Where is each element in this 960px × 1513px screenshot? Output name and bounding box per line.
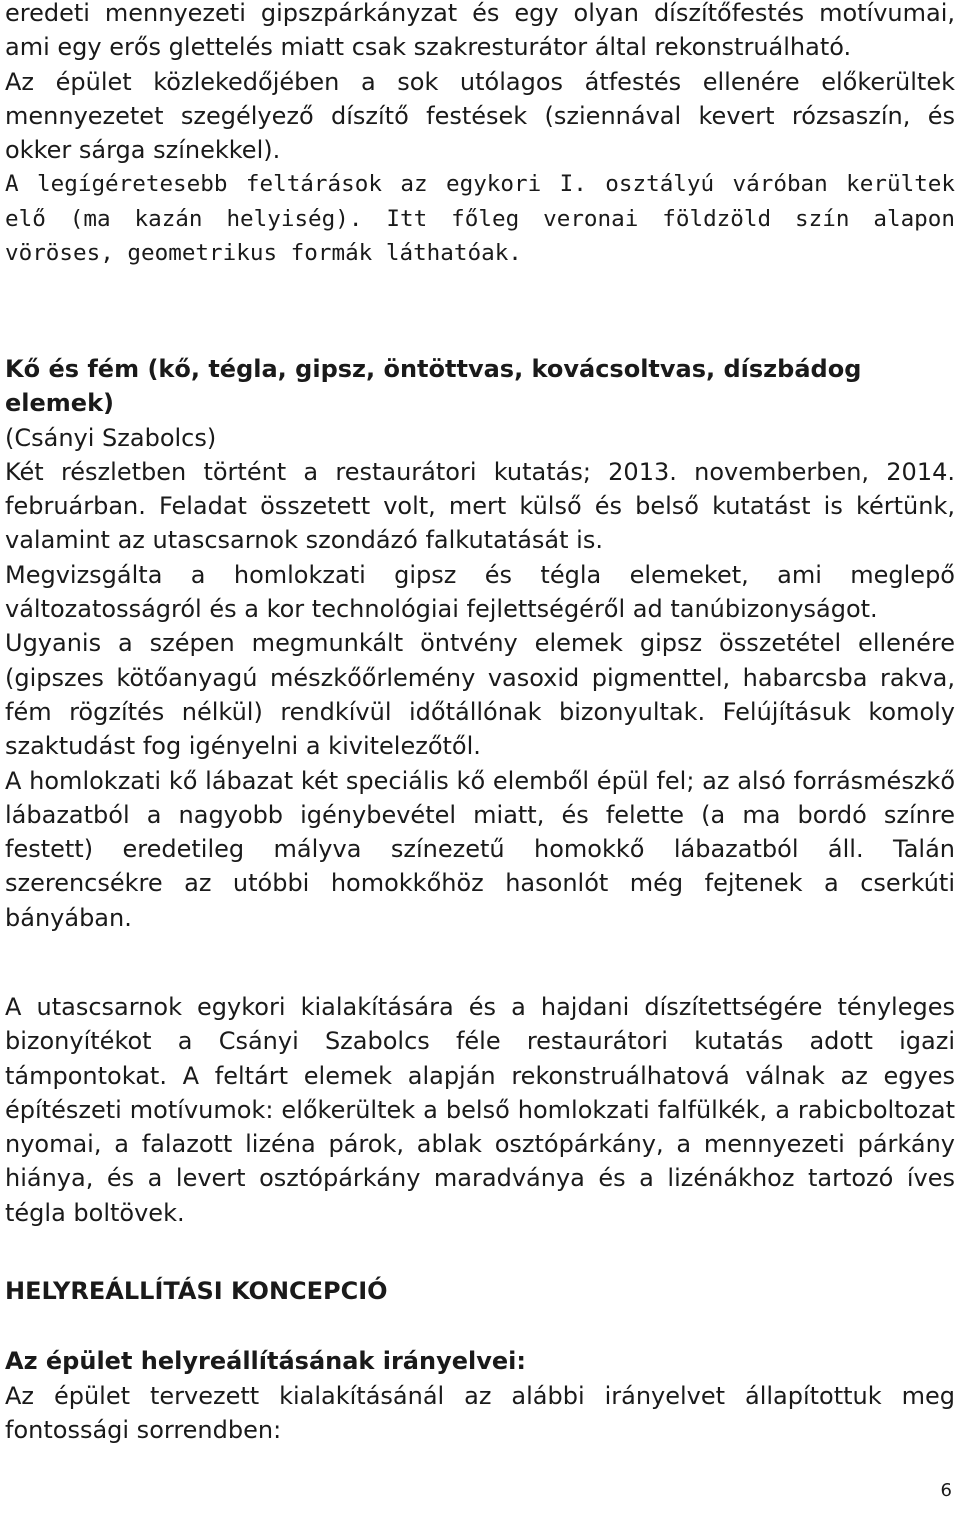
stone-metal-paragraph-3: Ugyanis a szépen megmunkált öntvény elemek gipsz összetétel ellenére (gipszes kötőanyagú mészkőőrlemény vasoxid pigmenttel, habarcsba rakva, fém rögzítés nélkül) rendkívül időtállónak bizonyultak. Felújításuk komoly szaktudást fog igényelni a kivitelezőtől. <box>5 629 955 761</box>
stone-metal-author: (Csányi Szabolcs) <box>5 423 217 452</box>
intro-paragraph-2: Az épület közlekedőjében a sok utólagos átfestés ellenére előkerültek mennyezetet szegélyező díszítő festések (sziennával kevert rózsaszín, és okker sárga színekkel). <box>5 67 955 165</box>
hall-section <box>5 990 955 1230</box>
concept-section <box>5 1274 955 1447</box>
stone-metal-paragraph-1: Két részletben történt a restaurátori kutatás; 2013. novemberben, 2014. februárban. Feladat összetett volt, mert külső és belső kutatást is kértünk, valamint az utascsarnok szondázó falkutatását is. <box>5 457 955 555</box>
intro-section <box>5 0 955 270</box>
stone-metal-paragraph-4: A homlokzati kő lábazat két speciális kő elemből épül fel; az alsó forrásmészkő lábazatból a nagyobb igénybevétel miatt, és felette (a ma bordó színre festett) eredetileg mályva színezetű homokkő lábazatból áll. Talán szerencsékre az utóbbi homokkőhöz hasonlót még fejtenek a cserkúti bányában. <box>5 766 955 932</box>
page-number: 6 <box>940 1480 952 1501</box>
stone-metal-paragraph-2: Megvizsgálta a homlokzati gipsz és tégla elemeket, ami meglepő változatosságról és a kor technológiai fejlettségéről ad tanúbizonyságot. <box>5 560 955 624</box>
intro-paragraph-1: eredeti mennyezeti gipszpárkányzat és egy olyan díszítőfestés motívumai, ami egy erős glettelés miatt csak szakresturátor által rekonstruálható. <box>5 0 955 62</box>
intro-paragraph-3: A legígéretesebb feltárások az egykori I. osztályú váróban kerültek elő (ma kazán helyiség). Itt főleg veronai földzöld szín alapon vöröses, geometrikus formák láthatóak. <box>5 171 955 267</box>
concept-paragraph-1: Az épület tervezett kialakításánál az alábbi irányelvet állapítottuk meg fontossági sorrendben: <box>5 1381 955 1444</box>
hall-paragraph-1: A utascsarnok egykori kialakítására és a hajdani díszítettségére tényleges bizonyítékot a Csányi Szabolcs féle restaurátori kutatás adott igazi támpontokat. A feltárt elemek alapján rekonstruálhatová válnak az egyes építészeti motívumok: előkerültek a belső homlokzati falfülkék, a rabicboltozat nyomai, a falazott lizéna párok, ablak osztópárkány, a mennyezeti párkány hiánya, és a levert osztópárkány maradványa és a lizénákhoz tartozó íves tégla boltövek. <box>5 993 955 1227</box>
stone-metal-heading: Kő és fém (kő, tégla, gipsz, öntöttvas, kovácsoltvas, díszbádog elemek) <box>5 355 862 418</box>
concept-subheading: Az épület helyreállításának irányelvei: <box>5 1347 526 1376</box>
concept-heading: HELYREÁLLÍTÁSI KONCEPCIÓ <box>5 1277 388 1305</box>
stone-metal-section <box>5 352 955 935</box>
